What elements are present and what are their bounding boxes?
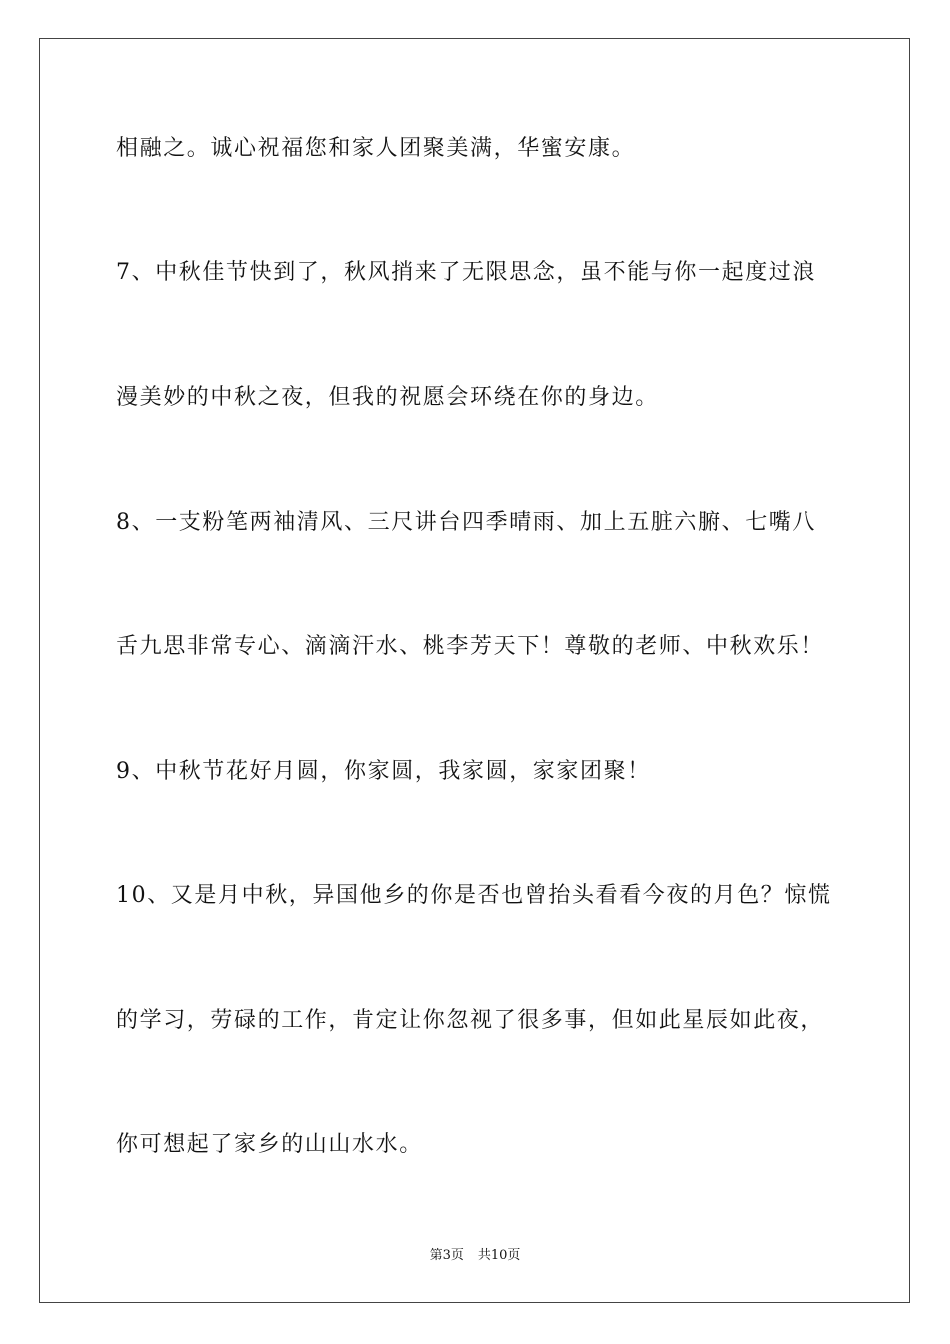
text-line: 舌九思非常专心、滴滴汗水、桃李芳天下！尊敬的老师、中秋欢乐！ (116, 634, 825, 659)
page-number: 第3页 (429, 1248, 464, 1263)
text-line: 你可想起了家乡的山山水水。 (116, 1132, 423, 1157)
text-line: 8、一支粉笔两袖清风、三尺讲台四季晴雨、加上五脏六腑、七嘴八 (116, 510, 816, 535)
page-total: 共10页 (477, 1248, 521, 1263)
page-footer (0, 1247, 950, 1265)
page-border (39, 38, 910, 1303)
text-line: 的学习，劳碌的工作，肯定让你忽视了很多事，但如此星辰如此夜， (116, 1008, 825, 1033)
text-line: 9、中秋节花好月圆，你家圆，我家圆，家家团聚！ (116, 759, 651, 784)
text-line: 相融之。诚心祝福您和家人团聚美满，华蜜安康。 (116, 136, 636, 161)
text-line: 漫美妙的中秋之夜，但我的祝愿会环绕在你的身边。 (116, 385, 659, 410)
text-line: 7、中秋佳节快到了，秋风捎来了无限思念，虽不能与你一起度过浪 (116, 260, 816, 285)
text-line: 10、又是月中秋，异国他乡的你是否也曾抬头看看今夜的月色？惊慌 (116, 883, 832, 908)
